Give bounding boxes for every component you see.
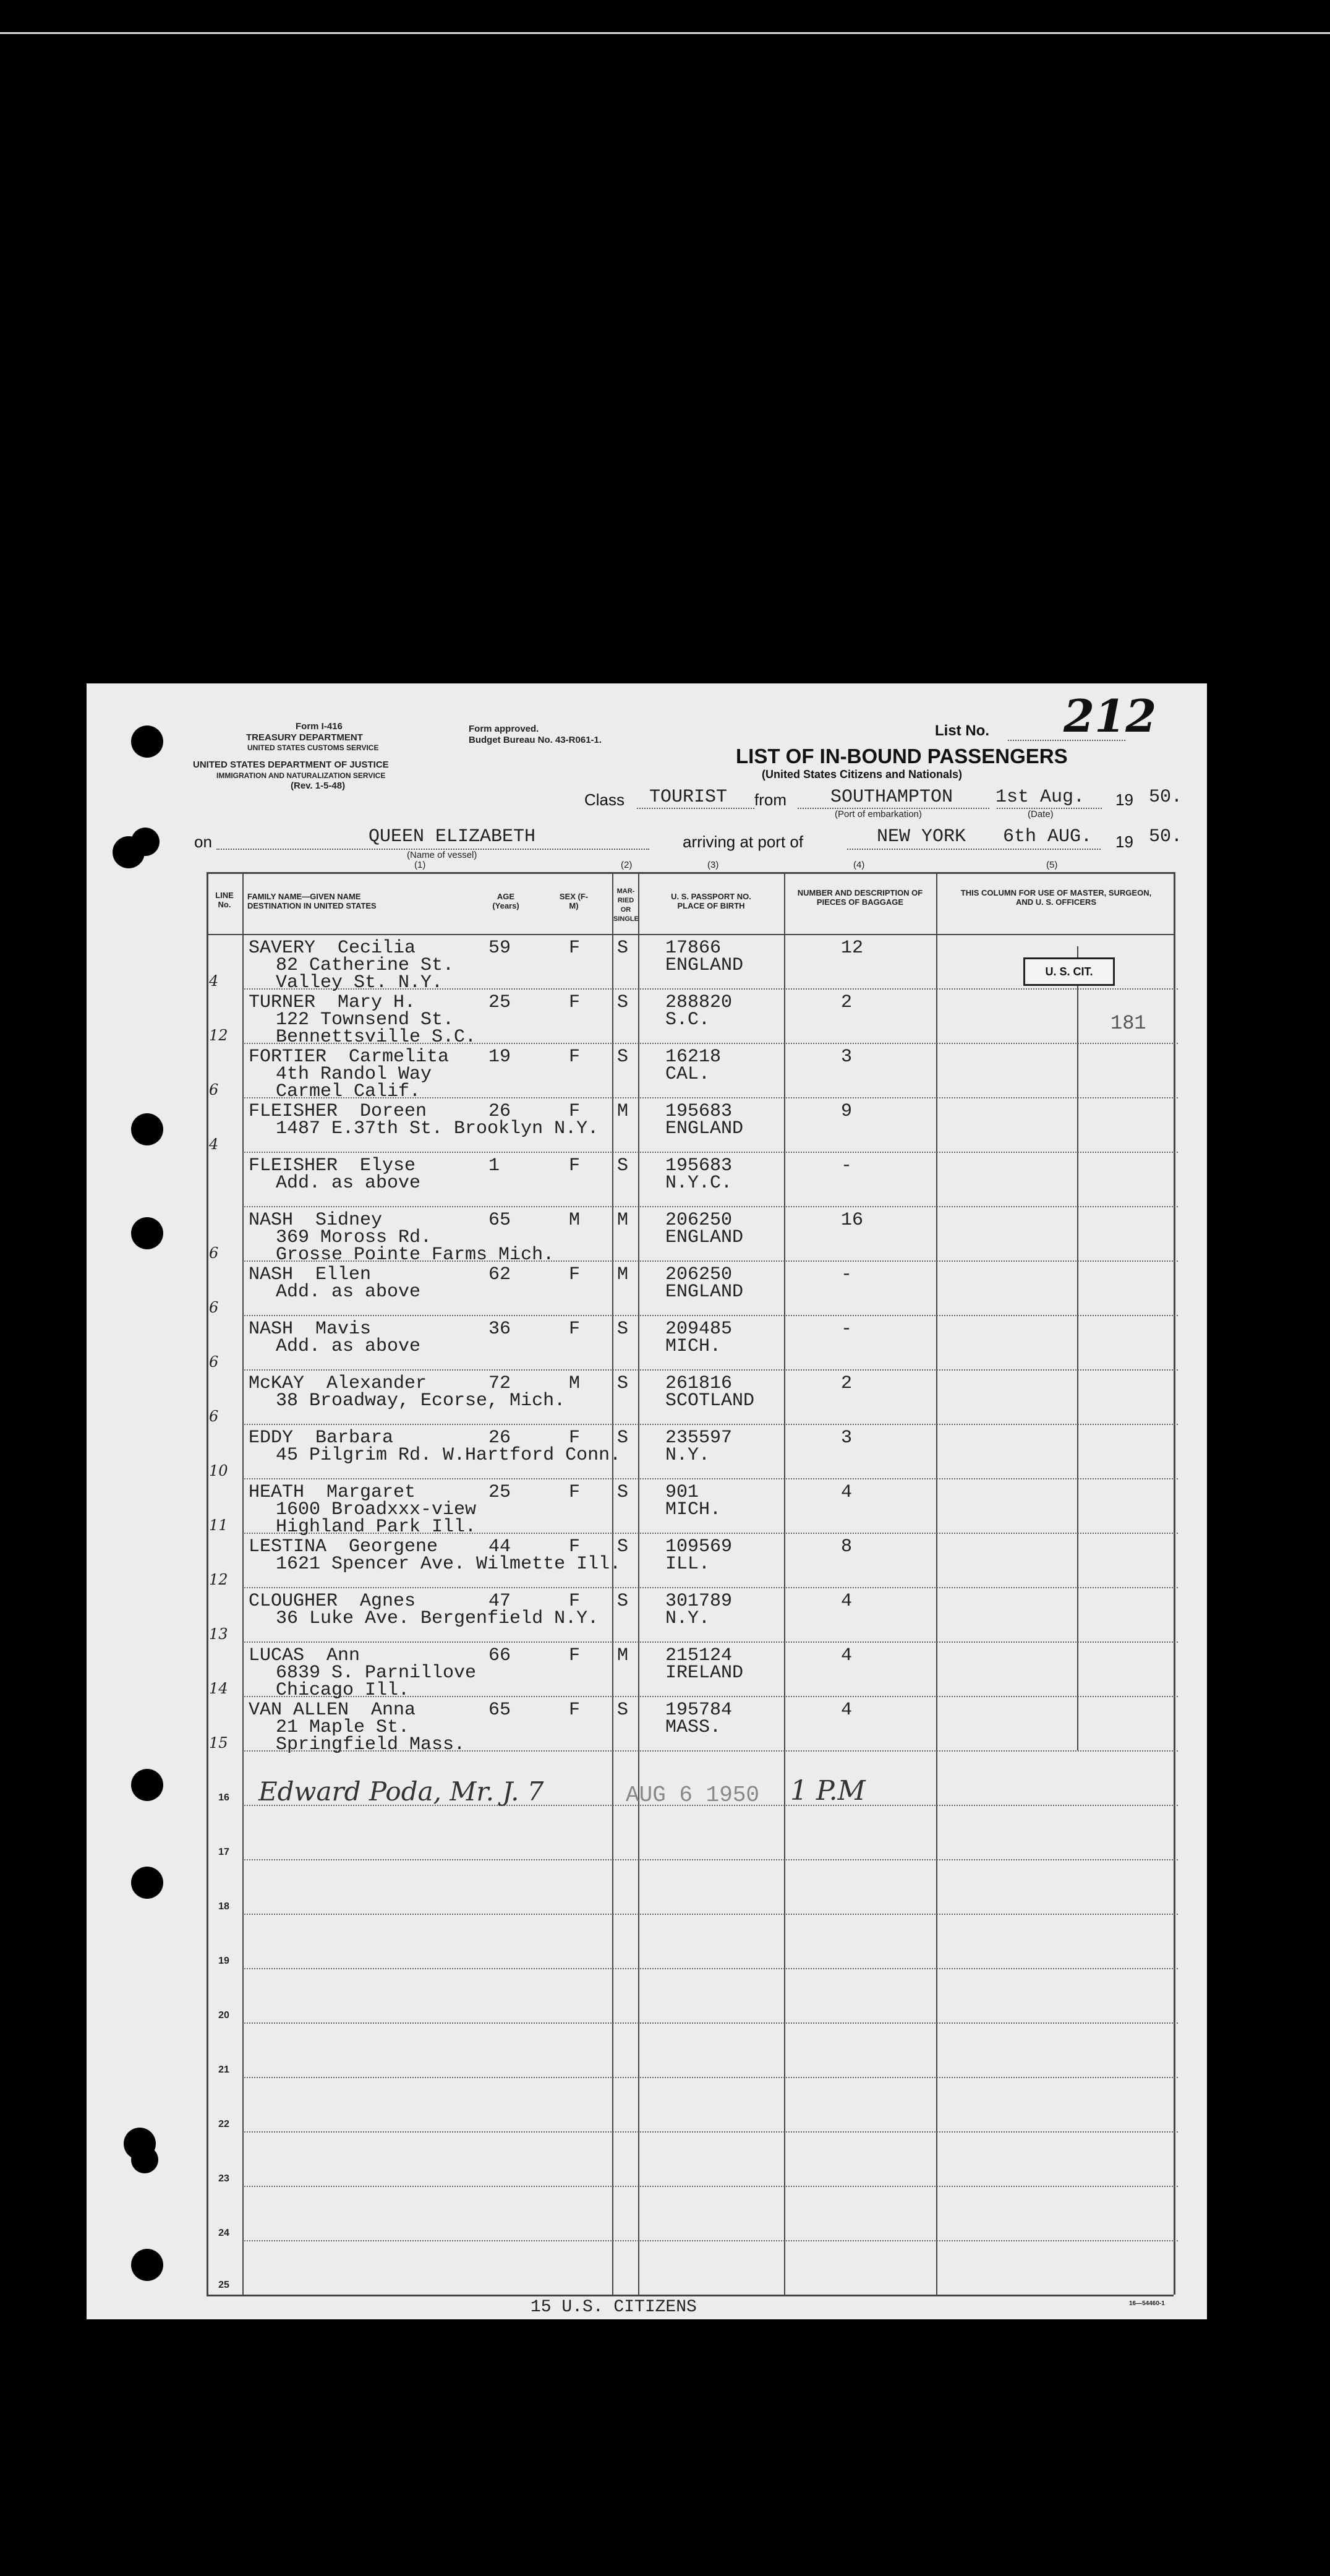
handwritten-line-number: 12 (209, 1571, 228, 1588)
passenger-marital: S (617, 938, 629, 959)
passenger-address-2: Bennettsville S.C. (276, 1027, 477, 1048)
count-181: 181 (1110, 1012, 1146, 1035)
col-header-married: MAR-RIED OR SINGLE (613, 888, 639, 923)
line-number: 16 (218, 1792, 229, 1803)
line-number: 21 (218, 2065, 229, 2075)
row-separator (244, 1315, 1178, 1316)
passenger-age: 62 (488, 1264, 511, 1285)
vessel-caption: (Name of vessel) (407, 850, 477, 860)
passenger-sex: F (569, 1591, 581, 1612)
us-citizen-stamp: U. S. CIT. (1023, 957, 1115, 986)
row-separator (244, 1968, 1178, 1969)
passenger-name: VAN ALLEN Anna (249, 1700, 416, 1721)
passenger-marital: M (617, 1264, 629, 1285)
treasury-dept: TREASURY DEPARTMENT (246, 732, 363, 743)
passenger-sex: F (569, 1536, 581, 1557)
passenger-name: FLEISHER Doreen (249, 1101, 427, 1122)
passenger-name: LESTINA Georgene (249, 1536, 438, 1557)
from-value: SOUTHAMPTON (830, 787, 953, 808)
arriving-label: arriving at port of (683, 832, 804, 851)
class-value: TOURIST (649, 787, 728, 808)
passenger-marital: S (617, 992, 629, 1013)
passenger-age: 25 (488, 992, 511, 1013)
on-label: on (194, 832, 212, 851)
col-divider (638, 872, 639, 2295)
form-number: Form I-416 (296, 721, 343, 732)
col-num-3: (3) (707, 860, 719, 870)
passenger-birthplace: MICH. (665, 1499, 722, 1520)
passenger-age: 19 (488, 1046, 511, 1068)
passenger-birthplace: IRELAND (665, 1662, 744, 1684)
handwritten-line-number: 15 (209, 1734, 228, 1752)
col-header-line: LINE No. (215, 891, 234, 909)
col-num-2: (2) (621, 860, 633, 870)
col-header-name: FAMILY NAME—GIVEN NAME DESTINATION IN UNITED STATES (247, 892, 377, 910)
passenger-marital: S (617, 1700, 629, 1721)
passenger-name: NASH Mavis (249, 1319, 372, 1340)
passenger-baggage: 12 (841, 938, 864, 959)
passenger-passport: 206250 (665, 1264, 733, 1285)
line-number: 17 (218, 1847, 229, 1857)
passenger-address: 21 Maple St. (276, 1717, 410, 1738)
col-num-4: (4) (853, 860, 865, 870)
handwritten-line-number: 4 (209, 972, 219, 990)
passenger-marital: S (617, 1373, 629, 1394)
passenger-sex: F (569, 1427, 581, 1448)
passenger-age: 1 (488, 1155, 500, 1176)
row-separator (244, 1152, 1178, 1153)
passenger-name: FLEISHER Elyse (249, 1155, 416, 1176)
passenger-baggage: 4 (841, 1645, 853, 1666)
passenger-name: McKAY Alexander (249, 1373, 427, 1394)
passenger-sex: F (569, 1645, 581, 1666)
date-caption: (Date) (1028, 809, 1054, 819)
passenger-birthplace: ENGLAND (665, 1227, 744, 1248)
year-prefix: 19 (1115, 790, 1133, 809)
passenger-birthplace: MASS. (665, 1717, 722, 1738)
passenger-address-2: Chicago Ill. (276, 1680, 410, 1701)
passenger-passport: 16218 (665, 1046, 722, 1068)
passenger-passport: 261816 (665, 1373, 733, 1394)
passenger-marital: S (617, 1155, 629, 1176)
passenger-sex: F (569, 1101, 581, 1122)
passenger-passport: 235597 (665, 1427, 733, 1448)
passenger-baggage: 8 (841, 1536, 853, 1557)
passenger-birthplace: CAL. (665, 1064, 710, 1085)
passenger-address-2: Highland Park Ill. (276, 1517, 477, 1538)
row-separator (244, 1424, 1178, 1425)
passenger-passport: 209485 (665, 1319, 733, 1340)
passenger-name: SAVERY Cecilia (249, 938, 416, 959)
class-label: Class (584, 790, 625, 809)
line-number: 25 (218, 2280, 229, 2290)
row-separator (244, 1206, 1178, 1207)
budget-bureau: Budget Bureau No. 43-R061-1. (469, 735, 602, 745)
passenger-age: 72 (488, 1373, 511, 1394)
passenger-address: 82 Catherine St. (276, 955, 454, 976)
passenger-birthplace: S.C. (665, 1009, 710, 1030)
passenger-address: 36 Luke Ave. Bergenfield N.Y. (276, 1608, 599, 1629)
year-value-2: 50. (1149, 826, 1183, 847)
handwritten-line-number: 4 (209, 1136, 219, 1153)
passenger-passport: 215124 (665, 1645, 733, 1666)
passenger-baggage: 3 (841, 1046, 853, 1068)
passenger-birthplace: N.Y. (665, 1445, 710, 1466)
col-divider (207, 872, 208, 2295)
passenger-baggage: - (841, 1155, 853, 1176)
passenger-address-2: Valley St. N.Y. (276, 972, 443, 993)
line16-time: 1 P.M (790, 1775, 866, 1807)
passenger-baggage: 4 (841, 1591, 853, 1612)
passenger-age: 26 (488, 1427, 511, 1448)
port-embark-caption: (Port of embarkation) (835, 809, 922, 819)
passenger-age: 44 (488, 1536, 511, 1557)
passenger-passport: 288820 (665, 992, 733, 1013)
binder-hole (131, 2146, 158, 2173)
col-divider (784, 872, 785, 2295)
passenger-name: LUCAS Ann (249, 1645, 360, 1666)
passenger-address: Add. as above (276, 1336, 421, 1357)
passenger-baggage: 2 (841, 992, 853, 1013)
table-bottom-border (207, 2295, 1174, 2296)
scanner-edge-line (0, 32, 1330, 34)
from-label: from (754, 790, 786, 809)
passenger-marital: S (617, 1591, 629, 1612)
passenger-age: 65 (488, 1210, 511, 1231)
passenger-sex: F (569, 1700, 581, 1721)
binder-hole (131, 725, 163, 758)
row-separator (244, 1914, 1178, 1915)
row-separator (244, 2131, 1178, 2133)
binder-hole (131, 2249, 163, 2281)
passenger-age: 25 (488, 1482, 511, 1503)
passenger-name: FORTIER Carmelita (249, 1046, 450, 1068)
passenger-sex: F (569, 1046, 581, 1068)
passenger-address: 1600 Broadxxx-view (276, 1499, 477, 1520)
col-header-baggage: NUMBER AND DESCRIPTION OF PIECES OF BAGGAGE (797, 888, 923, 907)
vessel-name: QUEEN ELIZABETH (369, 826, 536, 847)
col-divider (242, 872, 244, 2295)
class-line (637, 808, 754, 809)
passenger-marital: M (617, 1101, 629, 1122)
passenger-passport: 109569 (665, 1536, 733, 1557)
year-value: 50. (1149, 787, 1183, 808)
list-no-label: List No. (935, 722, 989, 739)
passenger-address: Add. as above (276, 1173, 421, 1194)
row-separator (244, 2240, 1178, 2241)
passenger-passport: 301789 (665, 1591, 733, 1612)
passenger-birthplace: ENGLAND (665, 1118, 744, 1139)
passenger-baggage: 9 (841, 1101, 853, 1122)
line-number: 23 (218, 2173, 229, 2184)
col-header-sex: SEX (F-M) (559, 892, 589, 910)
passenger-marital: M (617, 1210, 629, 1231)
passenger-passport: 17866 (665, 938, 722, 959)
row-separator (244, 2077, 1178, 2078)
passenger-name: NASH Sidney (249, 1210, 383, 1231)
handwritten-line-number: 14 (209, 1680, 228, 1697)
passenger-address: Add. as above (276, 1282, 421, 1303)
passenger-birthplace: SCOTLAND (665, 1390, 755, 1411)
document-subtitle: (United States Citizens and Nationals) (762, 768, 963, 781)
passenger-marital: S (617, 1046, 629, 1068)
handwritten-line-number: 13 (209, 1625, 228, 1643)
row-separator (244, 1478, 1178, 1479)
totals-line: 15 U.S. CITIZENS (531, 2298, 697, 2317)
passenger-birthplace: ENGLAND (665, 955, 744, 976)
list-no-value: 212 (1064, 690, 1157, 742)
passenger-sex: F (569, 938, 581, 959)
passenger-birthplace: ENGLAND (665, 1282, 744, 1303)
customs-service: UNITED STATES CUSTOMS SERVICE (247, 743, 379, 752)
passenger-name: NASH Ellen (249, 1264, 372, 1285)
passenger-name: TURNER Mary H. (249, 992, 416, 1013)
binder-hole (131, 1113, 163, 1145)
col-header-age: AGE (Years) (492, 892, 519, 910)
revision: (Rev. 1-5-48) (291, 781, 346, 791)
passenger-address: 38 Broadway, Ecorse, Mich. (276, 1390, 566, 1411)
passenger-marital: S (617, 1319, 629, 1340)
passenger-passport: 901 (665, 1482, 699, 1503)
binder-hole (131, 1769, 163, 1801)
table-top-border (207, 872, 1174, 874)
passenger-sex: F (569, 992, 581, 1013)
passenger-age: 36 (488, 1319, 511, 1340)
handwritten-line-number: 6 (209, 1408, 219, 1425)
list-no-line (1008, 740, 1125, 741)
ins: IMMIGRATION AND NATURALIZATION SERVICE (216, 771, 386, 780)
arrival-date: 6th AUG. (1003, 826, 1093, 847)
passenger-birthplace: ILL. (665, 1554, 710, 1575)
passenger-baggage: 3 (841, 1427, 853, 1448)
col-divider (612, 872, 613, 2295)
handwritten-line-number: 12 (209, 1027, 228, 1044)
row-separator (244, 2186, 1178, 2187)
col-header-officers: THIS COLUMN FOR USE OF MASTER, SURGEON, AND U. S. OFFICERS (960, 888, 1152, 907)
col-num-1: (1) (414, 860, 426, 870)
line-number: 19 (218, 1956, 229, 1966)
line-number: 24 (218, 2228, 229, 2238)
form-approved: Form approved. (469, 724, 539, 734)
passenger-passport: 195784 (665, 1700, 733, 1721)
passenger-name: EDDY Barbara (249, 1427, 394, 1448)
passenger-birthplace: N.Y. (665, 1608, 710, 1629)
passenger-birthplace: N.Y.C. (665, 1173, 733, 1194)
passenger-sex: F (569, 1155, 581, 1176)
line16-signature: Edward Poda, Mr. J. 7 (258, 1776, 544, 1807)
passenger-address: 4th Randol Way (276, 1064, 432, 1085)
passenger-sex: F (569, 1482, 581, 1503)
passenger-marital: S (617, 1536, 629, 1557)
handwritten-line-number: 11 (209, 1517, 228, 1534)
passenger-sex: F (569, 1319, 581, 1340)
passenger-address: 369 Moross Rd. (276, 1227, 432, 1248)
handwritten-line-number: 6 (209, 1353, 219, 1371)
depart-date: 1st Aug. (995, 787, 1085, 808)
col-header-passport: U. S. PASSPORT NO. PLACE OF BIRTH (671, 892, 751, 910)
passenger-name: HEATH Margaret (249, 1482, 416, 1503)
passenger-address: 1487 E.37th St. Brooklyn N.Y. (276, 1118, 599, 1139)
passenger-address-2: Grosse Pointe Farms Mich. (276, 1244, 555, 1265)
handwritten-line-number: 6 (209, 1244, 219, 1262)
passenger-marital: M (617, 1645, 629, 1666)
passenger-sex: F (569, 1264, 581, 1285)
document-title: LIST OF IN-BOUND PASSENGERS (736, 745, 1068, 768)
passenger-baggage: 2 (841, 1373, 853, 1394)
passenger-age: 47 (488, 1591, 511, 1612)
row-separator (244, 1859, 1178, 1860)
col-divider (1077, 946, 1078, 1750)
binder-hole (131, 828, 160, 856)
passenger-passport: 195683 (665, 1155, 733, 1176)
passenger-address: 122 Townsend St. (276, 1009, 454, 1030)
passenger-baggage: 4 (841, 1482, 853, 1503)
passenger-age: 66 (488, 1645, 511, 1666)
handwritten-line-number: 6 (209, 1299, 219, 1316)
justice-dept: UNITED STATES DEPARTMENT OF JUSTICE (193, 760, 389, 770)
passenger-age: 65 (488, 1700, 511, 1721)
passenger-age: 26 (488, 1101, 511, 1122)
passenger-baggage: 4 (841, 1700, 853, 1721)
line-number: 22 (218, 2119, 229, 2129)
passenger-marital: S (617, 1482, 629, 1503)
line-number: 18 (218, 1901, 229, 1912)
passenger-address-2: Springfield Mass. (276, 1734, 466, 1755)
passenger-birthplace: MICH. (665, 1336, 722, 1357)
binder-hole (131, 1217, 163, 1249)
passenger-address: 45 Pilgrim Rd. W.Hartford Conn. (276, 1445, 621, 1466)
row-separator (244, 1641, 1178, 1643)
footer-code: 16—54460-1 (1129, 2300, 1165, 2307)
col-divider (1174, 872, 1175, 2295)
passenger-name: CLOUGHER Agnes (249, 1591, 416, 1612)
handwritten-line-number: 6 (209, 1081, 219, 1098)
passenger-address: 1621 Spencer Ave. Wilmette Ill. (276, 1554, 621, 1575)
passenger-address: 6839 S. Parnillove (276, 1662, 477, 1684)
line-number: 20 (218, 2010, 229, 2021)
passenger-sex: M (569, 1373, 581, 1394)
passenger-address-2: Carmel Calif. (276, 1081, 421, 1102)
passenger-age: 59 (488, 938, 511, 959)
passenger-sex: M (569, 1210, 581, 1231)
col-num-5: (5) (1046, 860, 1058, 870)
arrival-line (847, 849, 1101, 850)
table-header-bottom (207, 934, 1174, 935)
row-separator (244, 1587, 1178, 1588)
passenger-baggage: 16 (841, 1210, 864, 1231)
arrival-port: NEW YORK (877, 826, 966, 847)
passenger-passport: 195683 (665, 1101, 733, 1122)
passenger-marital: S (617, 1427, 629, 1448)
binder-hole (131, 1867, 163, 1899)
row-separator (244, 1369, 1178, 1371)
col-divider (936, 872, 937, 2295)
passenger-baggage: - (841, 1319, 853, 1340)
line16-date-stamp: AUG 6 1950 (626, 1782, 760, 1808)
year-prefix-2: 19 (1115, 832, 1133, 851)
passenger-baggage: - (841, 1264, 853, 1285)
handwritten-line-number: 10 (209, 1462, 228, 1479)
row-separator (244, 2022, 1178, 2024)
passenger-passport: 206250 (665, 1210, 733, 1231)
